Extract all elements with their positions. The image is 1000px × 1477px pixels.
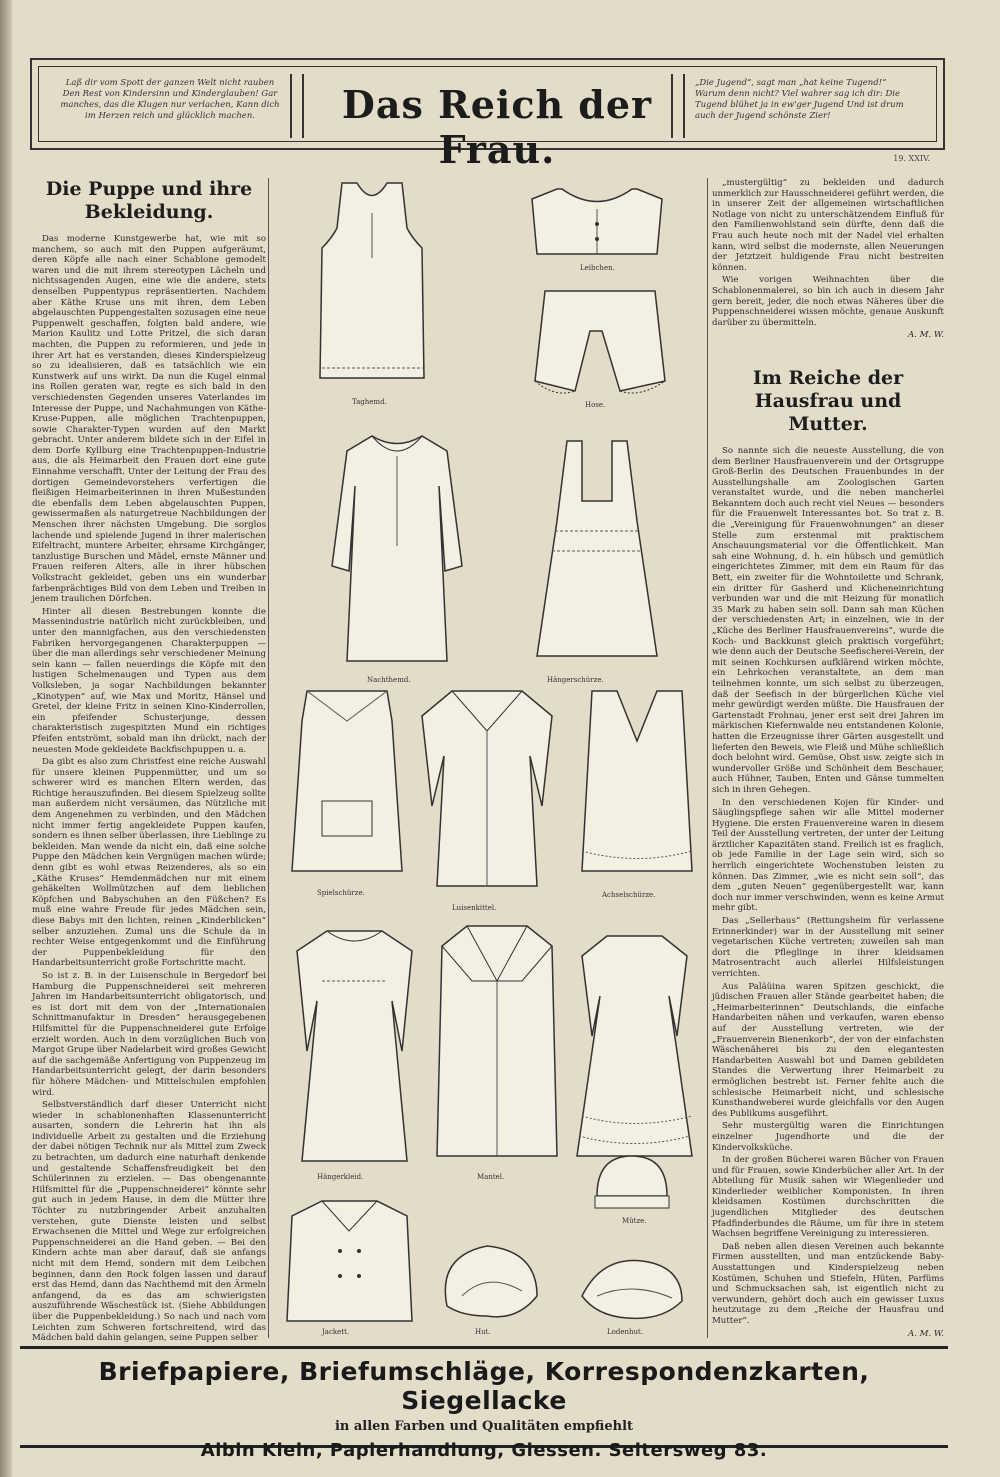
taghemd-drawing [312,178,432,398]
caption-haengerkleid: Hängerkleid. [317,1173,364,1181]
illustration-achselschuerze [572,681,702,906]
caption-hut: Hut. [475,1328,491,1336]
caption-nachthemd: Nachthemd. [367,676,411,684]
caption-achselschuerze: Achselschürze. [602,891,656,899]
header-right-quote: „Die Jugend“, sagt man „hat keine Tugend!“ Warum denn nicht? Viel wahrer sag ich dir: Die Tugend blühet ja in ew'ger Jugend Und ist drum auch der Jugend schönste Zier! [695,78,904,121]
caption-leibchen: Leibchen. [580,264,615,272]
header-ornament-right [671,74,685,138]
hut-drawing [427,1236,552,1326]
caption-mantel: Mantel. [477,1173,505,1181]
column-rule [268,178,269,1338]
page-edge [0,0,12,1477]
haengerschuerze-drawing [527,431,667,671]
illustration-luisenkittel [412,686,562,916]
advertisement [20,1346,948,1461]
illustration-haengerschuerze [527,431,667,686]
article-paragraph: Sehr mustergültig waren die Einrichtungen einzelner Jugendhorte und die der Kindervolksküche. [712,1121,944,1153]
garment-illustrations [272,176,704,1338]
luisenkittel-drawing [412,686,562,896]
ad-subline: in allen Farben und Qualitäten empfiehlt [334,1419,634,1434]
jackett-drawing [282,1196,417,1326]
caption-spielschuerze: Spielschürze. [317,889,365,897]
caption-luisenkittel: Luisenkittel. [452,904,497,912]
illustration-lodenhut [572,1246,697,1341]
illustration-jackett [282,1196,417,1341]
illustration-hut [427,1236,552,1341]
leibchen-drawing [522,184,672,264]
article-paragraph: Selbstverständlich darf dieser Unterricht nicht wieder in schablonenhaften Klassenunterricht ausarten, sondern die Lehrerin hat ihn als individuelle Arbeit zu gestalten und die Erziehung der dabei nötigen Technik nur als Mittel zum Zweck zu betrachten, um dadurch eine naturhaft denkende und gestaltende Schaffensfreudigkeit bei den Schülerinnen zu erzielen. — Das obengenannte Hilfsmittel für die „Puppenschneiderei“ könnte sehr gut auch in jedem Hause, in dem die Mütter ihre Töchter zu nutzbringender Arbeit anzuhalten verstehen, gute Dienste leisten und selbst Erwachsenen die Mittel und Wege zur erfolgreichen Puppenschneiderei an die Hand geben. — Bei den Kindern achte man aber darauf, daß sie anfangs nicht mit dem Hemd, sondern mit dem Leibchen beginnen, dann den Rock folgen lassen und darauf erst das Hemd, dann das Nachthemd mit den Ärmeln anfangend, da es das am schwierigsten auszuführende Wäschestück ist. (Siehe Abbildungen über die Puppenbekleidung.) So nach und nach vom Leichten zum Schweren fortschreitend, wird das Mädchen bald dahin gelangen, seine Puppen selber [32,1100,266,1344]
caption-lodenhut: Lodenhut. [607,1328,644,1336]
right-column [712,178,944,1339]
illustration-muetze [587,1151,687,1231]
caption-muetze: Mütze. [622,1217,647,1225]
column-rule [707,178,708,1338]
caption-jackett: Jackett. [322,1328,350,1336]
caption-haengerschuerze: Hängerschürze. [547,676,604,684]
muetze-drawing [587,1151,677,1216]
continuation-paragraph: Wie vorigen Weihnachten über die Schablonenmalerei, so bin ich auch in diesem Jahr gern bereit, jeder, die noch etwas Näheres über die Puppenschneiderei wissen möchte, genaue Auskunft darüber zu übermitteln. [712,275,944,328]
illustration-hose [530,286,670,411]
article-signature: A. M. W. [908,1328,944,1339]
article-paragraph: Da gibt es also zum Christfest eine reiche Auswahl für unsere kleinen Puppenmütter, und um so schwerer wird es manchen Eltern werden, das Richtige herauszufinden. Bei diesem Spielzeug sollte man außerdem nicht versäumen, das Nützliche mit dem Angenehmen zu verbinden, und den Mädchen nicht immer fertig angekleidete Puppen kaufen, sondern es ihnen selber überlassen, ihre Lieblinge zu bekleiden. Man wende da nicht ein, daß eine solche Puppe den Mädchen kein Vergnügen machen würde; denn gibt es wohl etwas Reizenderes, als so ein „Käthe Kruses“ Hemdenmädchen nur mit einem gehäkelten Wollmützchen auf dem lieblichen Köpfchen und Babyschuhen an den Füßchen? Es muß eine wahre Freude für jedes Mädchen sein, diese Babys mit den lichten, reinen „Kinderblicken“ selber anzuziehen. Zumal uns die Schule da in rechter Weise entgegenkommt und die Einführung der Puppenbekleidung für den Handarbeitsunterricht große Fortschritte macht. [32,757,266,969]
article-paragraph: Das „Sellerhaus“ (Rettungsheim für verlassene Erinnerkinder) war in der Ausstellung mit seiner vegetarischen Küche vertreten; zuweilen sah man dort die Pfleglinge in ihrer kleidsamen Matrosentracht auch allerlei Hilfsleistungen verrichten. [712,916,944,979]
article-doll-clothing [32,178,266,1344]
article-paragraph: Aus Paläüina waren Spitzen geschickt, die jüdischen Frauen aller Stände gearbeitet haben; die „Heimarbeiterinnen“ Deutschlands, die einfache Handarbeiten nähen und verkaufen, waren ebenso auf der Ausstellung vertreten, wie der „Frauenverein Bienenkorb“, der von der einfachsten Wäschenäherei bis zu den elegantesten Handarbeiten Auswahl bot und Damen gebildeten Standes die Verwertung ihrer Heimarbeit zu ermöglichen bestrebt ist. Ferner fehlte auch die schlesische Heimarbeit nicht, und schlesische Kunsthandweberei wurde gleichfalls vor den Augen des Publikums ausgeführt. [712,981,944,1119]
spielschuerze-drawing [282,681,412,886]
article-paragraph: Hinter all diesen Bestrebungen konnte die Massenindustrie natürlich nicht zurückbleiben, und unter den mannigfachen, aus den verschiedensten Fabriken hervorgegangenen Charakterpuppen — über die man allerdings sehr verschiedener Meinung sein kann — fallen neuerdings die Köpfe mit den lustigen Schelmenaugen und Typen aus dem Volksleben, ja sogar Nachbildungen bekannter „Kinotypen“ auf, wie Max und Moritz, Hänsel und Gretel, der kleine Fritz in seinen Kino-Kinderrollen, ein pfeifender Schusterjunge, dessen charakteristisch zugespitzten Mund ein richtiges Pfeifen entströmt, sobald man ihn drückt, nach der neuesten Mode gekleidete Backfischpuppen u. a. [32,606,266,755]
article-paragraph: So nannte sich die neueste Ausstellung, die von dem Berliner Hausfrauenverein und der Ortsgruppe Groß-Berlin des Deutschen Frauenbundes in der Ausstellungshalle am Zoologischen Garten veranstaltet wurde, und die neben mancherlei Bekanntem doch auch recht viel Neues — besonders für die Frauenwelt Interessantes bot. So trat z. B. die „Vereinigung für Frauenwohnungen“ an dieser Stelle zum erstenmal mit praktischem Anschauungsmaterial vor die Öffentlichkeit. Man sah eine Wohnung, d. h. ein hübsch und gemütlich eingerichtetes Zimmer, mit dem ein Raum für das Bett, ein zweiter für die Wohntoilette und Schrank, ein dritter für Gasherd und Kücheneinrichtung verbunden war und die mit Heizung für monatlich 35 Mark zu haben sein soll. Dann sah man Küchen der verschiedensten Art; in einzelnen, wie in der „Küche des Berliner Hausfrauenvereins“, wurde die Koch- und Backkunst gleich praktisch vorgeführt; wie denn auch der Deutsche Seefischerei-Verein, der mit seinen Kochkursen aufklärend wirken möchte, ein Lehrkochen veranstaltete, an dem man teilnehmen konnte, um sich selbst zu überzeugen, daß der Seefisch in der bürgerlichen Küche viel mehr gewürdigt werden müßte. Die Hausfrauen der Gartenstadt Frohnau, jener erst seit drei Jahren im märkischen Kiefernwalde neu entstandenen Kolonie, hatten die Erzeugnisse ihrer Gärten ausgestellt und lieferten den Beweis, wie Fleiß und Mühe schließlich doch belohnt wird. Gemüse, Obst usw. zeigte sich in wundervoller Größe und Schönheit dem Beschauer, auch Hühner, Tauben, Enten und Gänse tummelten sich in ihren Gehegen. [712,445,944,795]
article-title: Die Puppe und ihre Bekleidung. [45,178,253,223]
ad-company: Albin Klein, Papierhandlung, Giessen. Seltersweg 83. [200,1440,768,1461]
continuation-paragraph: „mustergültig“ zu bekleiden und dadurch unmerklich zur Hausschneiderei geführt werden, die in unserer Zeit der allgemeinen wirtschaftlichen Notlage von nicht zu unterschätzendem Einfluß für den Familienwohlstand sein dürfte, denn daß die Frau auch heute noch mit der Nadel viel erhalten kann, wird selbst die modernste, allen Neuerungen der Jetztzeit huldigende Frau nicht bestreiten können. [712,178,944,273]
illustration-taghemd [312,178,432,408]
illustration-leibchen [522,184,672,279]
illustration-mantel [432,921,562,1186]
haengerkleid-drawing [287,921,422,1171]
article-paragraph: Daß neben allen diesen Vereinen auch bekannte Firmen ausstellten, und man entzückende Baby-Ausstattungen und Kinderspielzeug neben Kostümen, Schuhen und Stiefeln, Hüten, Parfüms und Schmucksachen sah, ist eigentlich nicht zu verwundern, gehört doch auch ein gewisser Luxus heutzutage zu dem „Reiche der Hausfrau und Mutter“. [712,1241,944,1326]
article-paragraph: Das moderne Kunstgewerbe hat, wie mit so manchem, so auch mit den Puppen aufgeräumt, deren Köpfe alle nach einer Schablone gemodelt waren und die mit ihrem stereotypen Lächeln und nichtssagenden Augen, eine wie die andere, stets denselben Puppentypus repräsentierten. Nachdem aber Käthe Kruse uns mit ihren, dem Leben abgelauschten Puppengestalten sozusagen eine neue Puppenwelt geschaffen, folgten bald andere, wie Marion Kaulitz und Lotte Pritzel, die sich daran machten, die Puppen zu reformieren, und jede in ihrer Art hat es verstanden, dieses Kinderspielzeug so zu idealisieren, daß es tatsächlich wie ein Kunstwerk auf uns wirkt. Da nun die Kugel einmal ins Rollen geraten war, regte es sich bald in den verschiedensten Gegenden unseres Vaterlandes im Interesse der Puppe, und Nachahmungen von Käthe-Kruse-Puppen, alle möglichen Trachtenpuppen, sowie Charakter-Typen wurden auf den Markt gebracht. Unter anderem bildete sich in der Eifel in dem Dorfe Kyllburg eine Trachtenpuppen-Industrie aus, die als Heimarbeit den Frauen dort eine gute Einnahme verschafft. Unter der Leitung der Frau des dortigen Gemeindevorstehers verfertigen die fleißigen Heimarbeiterinnen in ihren Mußestunden die ebenfalls dem Leben abgelauschten Puppen, gewissermaßen als naturgetreue Nachbildungen der Menschen ihrer nächsten Umgebung. Die sorglos lachende und spielende Jugend in ihrer malerischen Eifeltracht, muntere Arbeiter, ehrsame Kirchgänger, tanzlustige Burschen und Mädel, ernste Männer und Frauen reiferen Alters, alle in ihrer hübschen Volkstracht gekleidet, geben uns ein wunderbar farbenprächtiges Bild von dem Leben und Treiben in jenem traulichen Dörfchen. [32,234,266,605]
caption-taghemd: Taghemd. [352,398,387,406]
hose-drawing [530,286,670,401]
article-paragraph: So ist z. B. in der Luisenschule in Bergedorf bei Hamburg die Puppenschneiderei seit mehreren Jahren im Handarbeitsunterricht obligatorisch, und es ist dort mit dem von der „Internationalen Schnittmanufaktur in Dresden“ herausgegebenen Hilfsmittel für die Puppenschneiderei gute Erfolge erzielt worden. Auch in dem vorzüglichen Buch von Margot Grupe über Nadelarbeit wird großes Gewicht auf die sachgemäße Anfertigung von Puppenzeug im Handarbeitsunterricht gelegt, der darin besonders für höhere Mädchen- und Mittelschulen empfohlen wird. [32,970,266,1098]
illustration-nachthemd [327,426,467,686]
nachthemd-drawing [327,426,467,671]
illustration-spielschuerze [282,681,412,901]
article-title: Im Reiche der Hausfrau und Mutter. [752,366,904,435]
caption-hose: Hose. [585,401,606,409]
achselschuerze-drawing [572,681,702,886]
article-paragraph: In der großen Bücherei waren Bücher von Frauen und für Frauen, sowie Kinderbücher aller Art. In der Abteilung für Musik sahen wir Wiegenlieder und Kinderlieder weiblicher Komponisten. In ihren kleidsamen Kostümen durchschritten die jugendlichen Mitglieder des deutschen Pfadfinderbundes die Räume, um für ihre in stetem Wachsen begriffene Vereinigung zu interessieren. [712,1155,944,1240]
prinzesskleid-drawing [567,926,702,1171]
author-signature: A. M. W. [908,330,944,341]
mantel-drawing [432,921,562,1171]
ad-headline: Briefpapiere, Briefumschläge, Korrespondenzkarten, Siegellacke [98,1357,870,1415]
section-title: Das Reich der Frau. [341,82,653,172]
issue-number: 19. XXIV. [893,154,930,163]
article-paragraph: In den verschiedenen Kojen für Kinder- und Säuglingspflege sahen wir alle Mittel moderner Hygiene. Die ersten Frauenvereine waren in diesem Teil der Ausstellung vertreten, der unter der Leitung ärztlicher Kapazitäten stand. Freilich ist es fraglich, ob jede Familie in der Lage sein wird, sich so herrlich eingerichtete Wochenstuben leisten zu können. Das Zimmer, „wie es nicht sein soll“, das dem „guten Neuen“ gegenübergestellt war, kann doch nur immer verschwinden, wenn es keine Armut mehr gibt. [712,797,944,914]
illustration-prinzesskleid [567,926,702,1186]
header-left-quote: Laß dir vom Spott der ganzen Welt nicht rauben Den Rest von Kindersinn und Kinderglauben! Gar manches, das die Klugen nur verlachen, Kann dich im Herzen reich und glücklich machen. [60,78,280,121]
illustration-haengerkleid [287,921,422,1186]
lodenhut-drawing [572,1246,692,1326]
